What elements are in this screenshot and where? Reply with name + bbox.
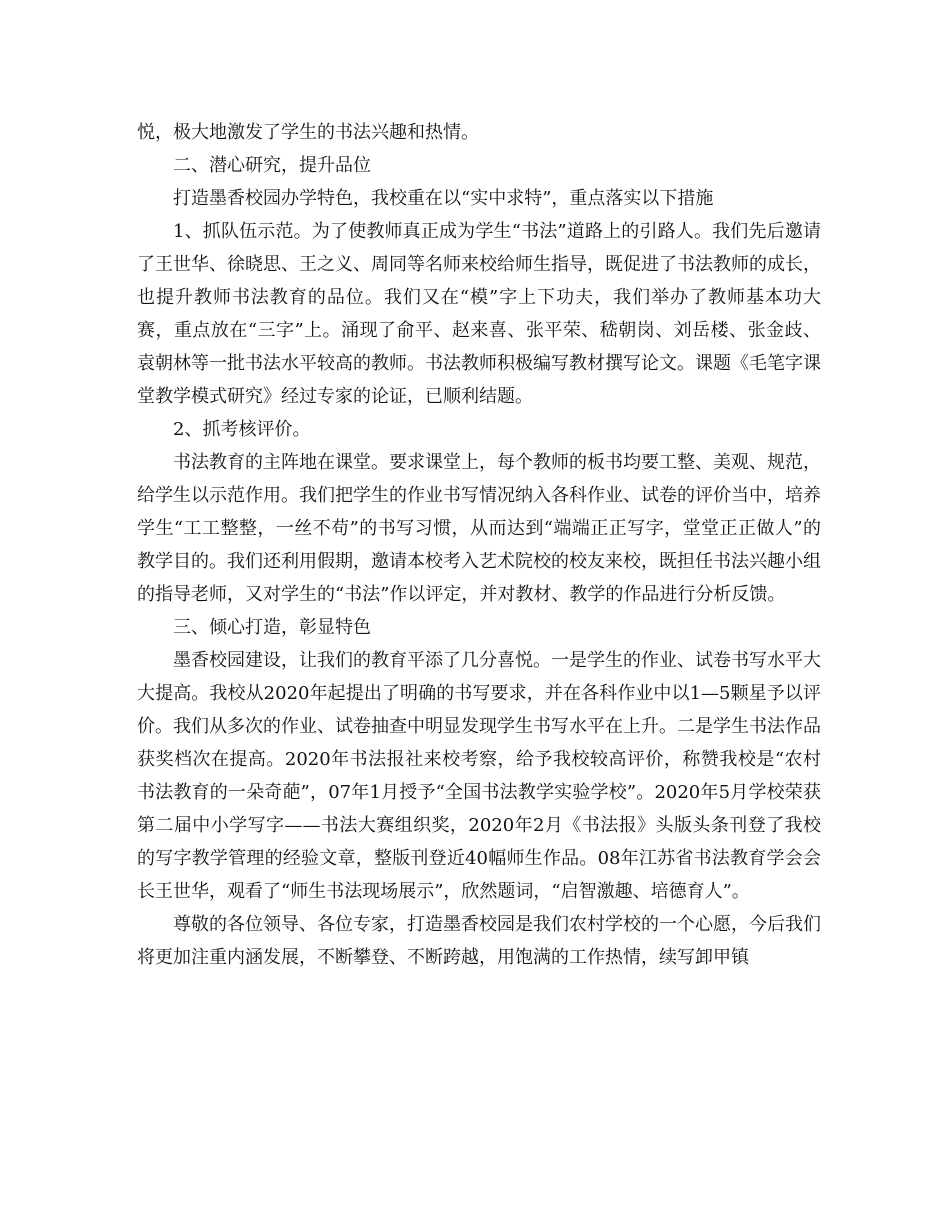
section-heading-3: 三、倾心打造，彰显特色 [173, 617, 371, 638]
paragraph-intro-measures: 打造墨香校园办学特色，我校重在以“实中求特”，重点落实以下措施 [173, 188, 714, 209]
subheading-assessment: 2、抓考核评价。 [173, 419, 311, 440]
section-heading-2: 二、潜心研究，提升品位 [173, 155, 371, 176]
paragraph-continuation: 悦，极大地激发了学生的书法兴趣和热情。 [137, 122, 479, 143]
document-body [137, 116, 821, 974]
paragraph-team-demonstration: 1、抓队伍示范。为了使教师真正成为学生“书法”道路上的引路人。我们先后邀请了王世华、徐晓思、王之义、周同等名师来校给师生指导，既促进了书法教师的成长，也提升教师书法教育的品位。我们又在“模”字上下功夫，我们举办了教师基本功大赛，重点放在“三字”上。涌现了俞平、赵来喜、张平荣、嵇朝岗、刘岳楼、张金歧、袁朝林等一批书法水平较高的教师。书法教师积极编写教材撰写论文。课题《毛笔字课堂教学模式研究》经过专家的论证，已顺利结题。 [137, 221, 821, 407]
paragraph-achievements: 墨香校园建设，让我们的教育平添了几分喜悦。一是学生的作业、试卷书写水平大大提高。我校从2020年起提出了明确的书写要求，并在各科作业中以1—5颗星予以评价。我们从多次的作业、试卷抽查中明显发现学生书写水平在上升。二是学生书法作品获奖档次在提高。2020年书法报社来校考察，给予我校较高评价，称赞我校是“农村书法教育的一朵奇葩”，07年1月授予“全国书法教学实验学校”。2020年5月学校荣获第二届中小学写字——书法大赛组织奖，2020年2月《书法报》头版头条刊登了我校的写字教学管理的经验文章，整版刊登近40幅师生作品。08年江苏省书法教育学会会长王世华，观看了“师生书法现场展示”，欣然题词，“启智激趣、培德育人”。 [137, 650, 821, 902]
paragraph-closing: 尊敬的各位领导、各位专家，打造墨香校园是我们农村学校的一个心愿，今后我们将更加注重内涵发展，不断攀登、不断跨越，用饱满的工作热情，续写卸甲镇 [137, 914, 821, 968]
paragraph-classroom: 书法教育的主阵地在课堂。要求课堂上，每个教师的板书均要工整、美观、规范，给学生以示范作用。我们把学生的作业书写情况纳入各科作业、试卷的评价当中，培养学生“工工整整，一丝不苟”的书写习惯，从而达到“端端正正写字，堂堂正正做人”的教学目的。我们还利用假期，邀请本校考入艺术院校的校友来校，既担任书法兴趣小组的指导老师，又对学生的“书法”作以评定，并对教材、教学的作品进行分析反馈。 [137, 452, 821, 605]
